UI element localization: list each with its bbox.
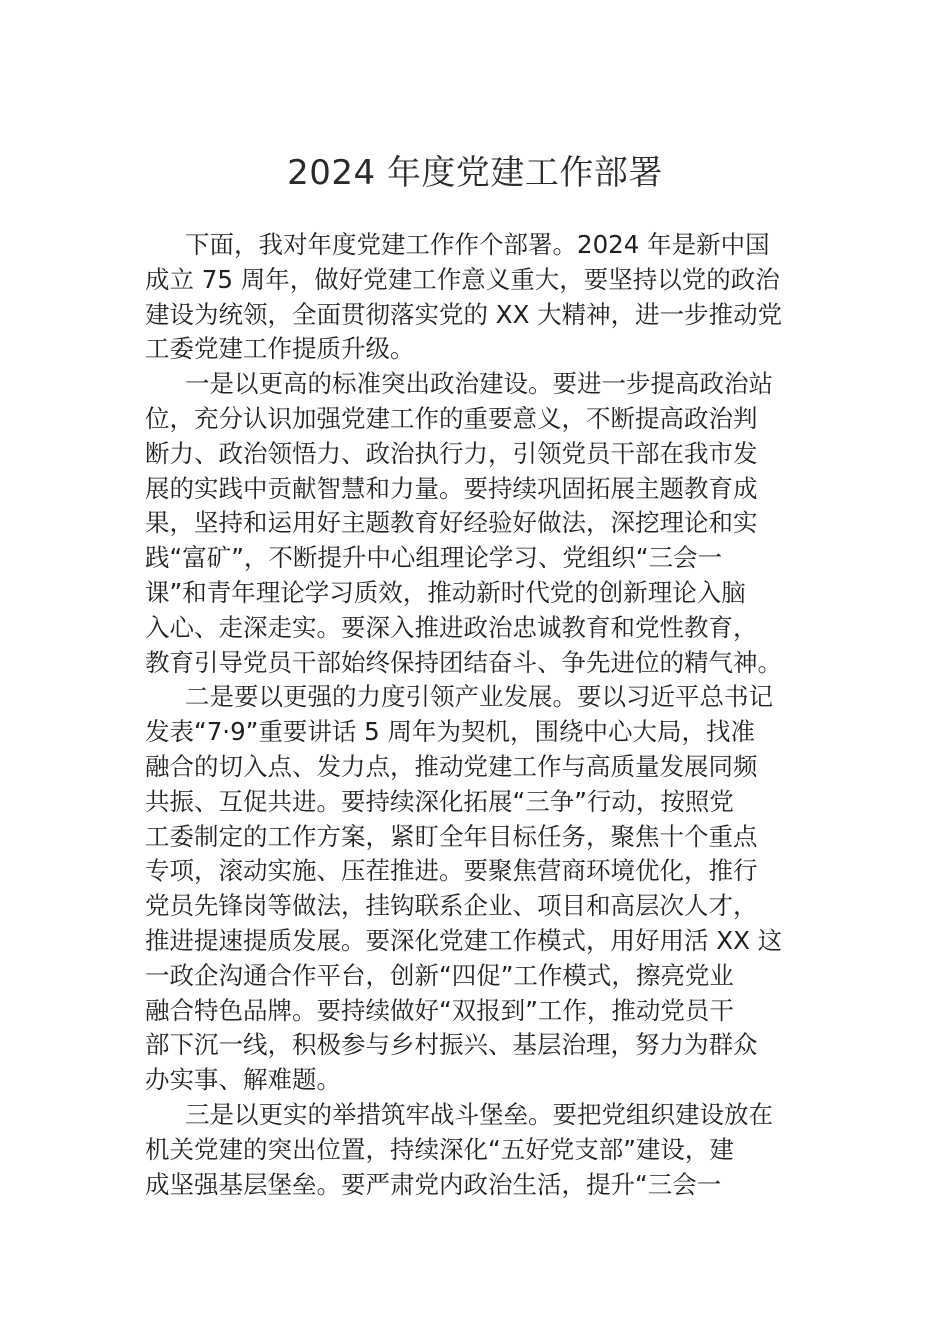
text-line: 位，充分认识加强党建工作的重要意义，不断提高政治判 — [145, 403, 758, 433]
text-line: 机关党建的突出位置，持续深化“五好党支部”建设，建 — [145, 1134, 734, 1164]
text-line: 融合特色品牌。要持续做好“双报到”工作，推动党员干 — [145, 995, 734, 1025]
document-body — [145, 228, 805, 1202]
text-line: 共振、互促共进。要持续深化拓展“三争”行动，按照党 — [145, 786, 734, 816]
text-line: 办实事、解难题。 — [145, 1065, 341, 1095]
paragraph-first-line: 二是要以更强的力度引领产业发展。要以习近平总书记 — [185, 682, 773, 712]
document-title: 2024 年度党建工作部署 — [287, 153, 663, 193]
text-line: 部下沉一线，积极参与乡村振兴、基层治理，努力为群众 — [145, 1030, 758, 1060]
text-line: 一政企沟通合作平台，创新“四促”工作模式，擦亮党业 — [145, 960, 734, 990]
text-line: 践“富矿”，不断提升中心组理论学习、党组织“三会一 — [145, 543, 723, 573]
text-line: 展的实践中贡献智慧和力量。要持续巩固拓展主题教育成 — [145, 473, 758, 503]
text-line: 教育引导党员干部始终保持团结奋斗、争先进位的精气神。 — [145, 647, 782, 677]
text-line: 果，坚持和运用好主题教育好经验好做法，深挖理论和实 — [145, 508, 758, 538]
paragraph-first-line: 下面，我对年度党建工作作个部署。2024 年是新中国 — [185, 230, 770, 259]
text-line: 断力、政治领悟力、政治执行力，引领党员干部在我市发 — [145, 438, 758, 468]
text-line: 成立 75 周年，做好党建工作意义重大，要坚持以党的政治 — [145, 264, 780, 294]
text-line: 专项，滚动实施、压茬推进。要聚焦营商环境优化，推行 — [145, 856, 758, 886]
paragraph-first-line: 三是以更实的举措筑牢战斗堡垒。要把党组织建设放在 — [185, 1099, 773, 1129]
text-line: 工委制定的工作方案，紧盯全年目标任务，聚焦十个重点 — [145, 821, 758, 851]
text-line: 课”和青年理论学习质效，推动新时代党的创新理论入脑 — [145, 577, 746, 607]
paragraph-first-line: 一是以更高的标准突出政治建设。要进一步提高政治站 — [185, 369, 773, 399]
text-line: 融合的切入点、发力点，推动党建工作与高质量发展同频 — [145, 751, 758, 781]
text-line: 入心、走深走实。要深入推进政治忠诚教育和党性教育， — [145, 612, 758, 642]
text-line: 党员先锋岗等做法，挂钩联系企业、项目和高层次人才， — [145, 891, 758, 921]
text-line: 工委党建工作提质升级。 — [145, 334, 415, 364]
text-line: 推进提速提质发展。要深化党建工作模式，用好用活 XX 这 — [145, 925, 783, 955]
text-line: 发表“7·9”重要讲话 5 周年为契机，围绕中心大局，找准 — [145, 717, 756, 747]
text-line: 成坚强基层堡垒。要严肃党内政治生活，提升“三会一 — [145, 1169, 722, 1199]
text-line: 建设为统领，全面贯彻落实党的 XX 大精神，进一步推动党 — [145, 299, 783, 329]
